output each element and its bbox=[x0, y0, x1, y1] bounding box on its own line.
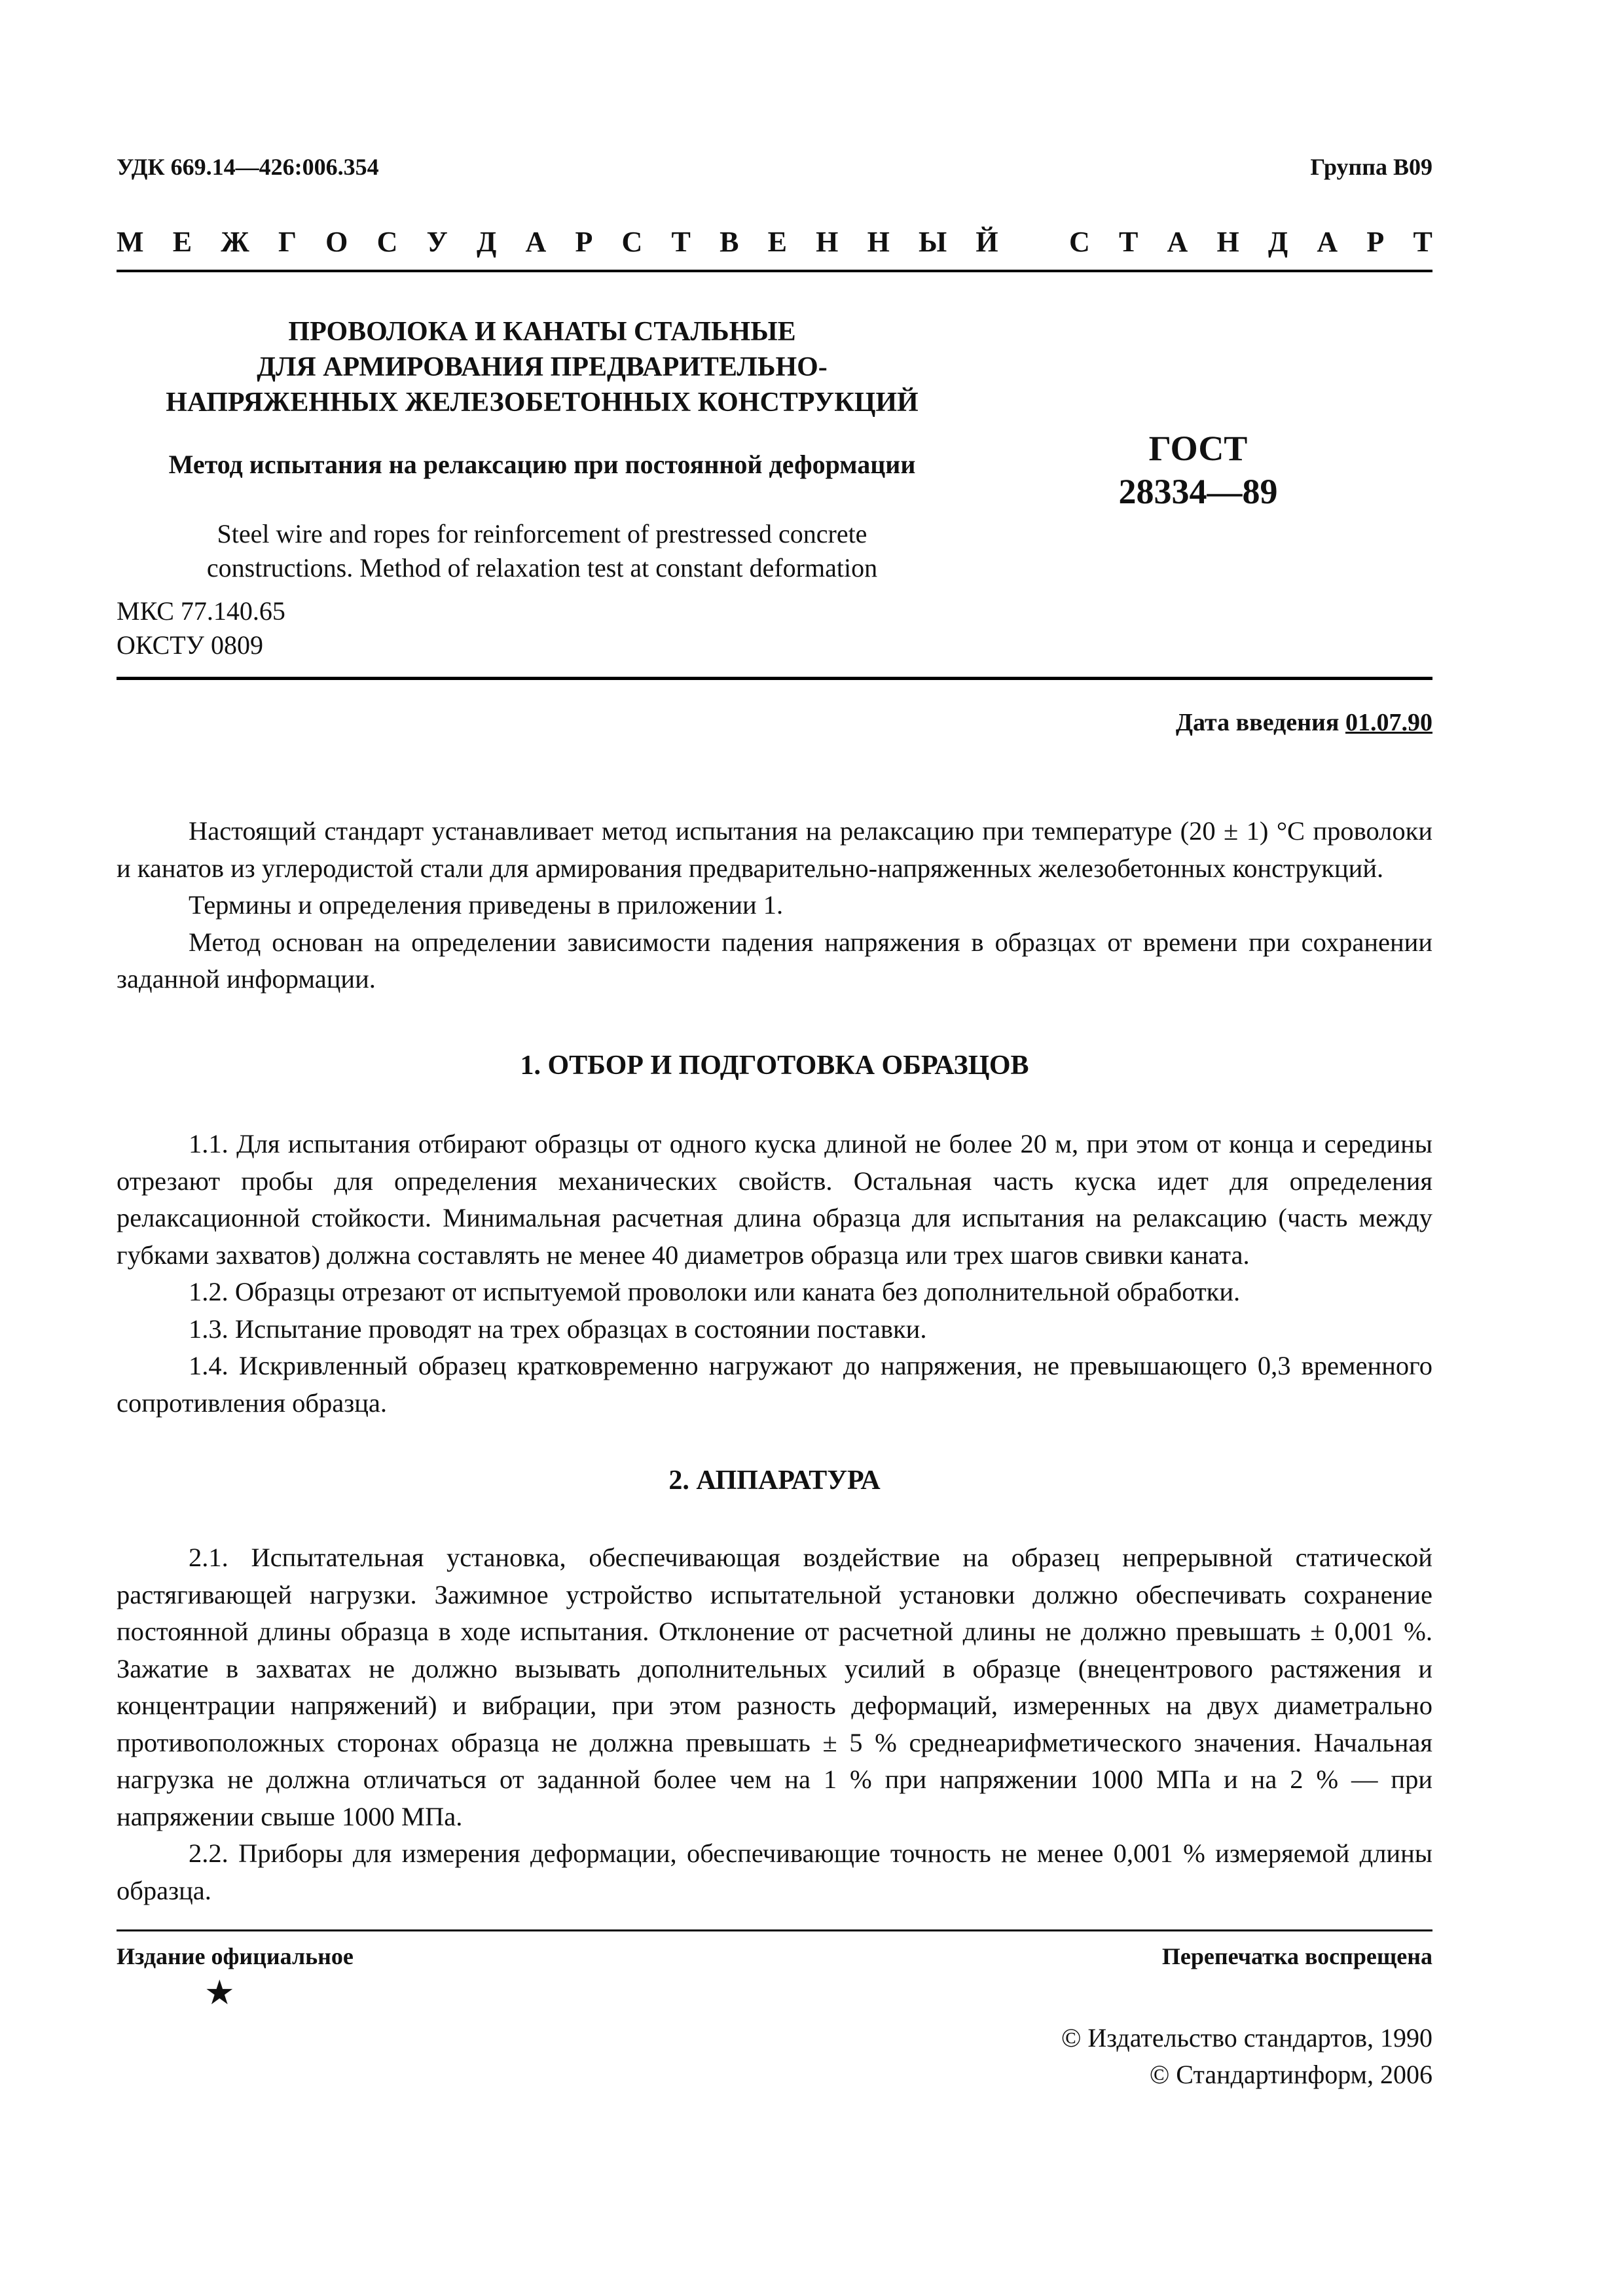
copyright-block bbox=[1061, 2020, 1432, 2093]
banner-letter: Т bbox=[1118, 226, 1139, 258]
intro-paragraph: Термины и определения приведены в приложении 1. bbox=[189, 890, 784, 920]
banner-letter: Ы bbox=[919, 226, 947, 258]
banner-letter: Р bbox=[575, 226, 593, 258]
banner-letter: У bbox=[426, 226, 448, 258]
english-title bbox=[117, 517, 968, 585]
banner-letter: В bbox=[720, 226, 739, 258]
banner-letter: Т bbox=[1413, 226, 1432, 258]
banner-letter: С bbox=[1069, 226, 1090, 258]
intro-paragraph: Настоящий стандарт устанавливает метод испытания на релаксацию при температуре (20 ± 1) °С проволоки и канатов из углеродистой стали для армирования предварительно-напряженных железобетонных конструкций. bbox=[117, 816, 1432, 883]
english-title-line: Steel wire and ropes for reinforcement of prestressed concrete bbox=[217, 519, 867, 548]
section-paragraph: 2.2. Приборы для измерения деформации, обеспечивающие точность не менее 0,001 % измеряемой длины образца. bbox=[117, 1839, 1432, 1905]
banner-letter: Й bbox=[976, 226, 998, 258]
title-line: ДЛЯ АРМИРОВАНИЯ ПРЕДВАРИТЕЛЬНО- bbox=[257, 352, 828, 382]
banner-letter: Е bbox=[172, 226, 192, 258]
gost-designation bbox=[1080, 427, 1316, 513]
banner-letter: Н bbox=[816, 226, 839, 258]
title-line: ПРОВОЛОКА И КАНАТЫ СТАЛЬНЫЕ bbox=[288, 317, 796, 347]
title-line: НАПРЯЖЕННЫХ ЖЕЛЕЗОБЕТОННЫХ КОНСТРУКЦИЙ bbox=[166, 387, 919, 418]
banner-rule bbox=[117, 270, 1432, 272]
banner-letter: М bbox=[117, 226, 144, 258]
copyright-line: © Издательство стандартов, 1990 bbox=[1061, 2023, 1432, 2053]
document-subtitle: Метод испытания на релаксацию при постоянной деформации bbox=[168, 450, 916, 479]
udk-code: УДК 669.14—426:006.354 bbox=[117, 154, 379, 180]
section-paragraph: 2.1. Испытательная установка, обеспечивающая воздействие на образец непрерывной статической растягивающей нагрузки. Зажимное устройство испытательной установки должно обеспечивать сохранение постоянной длины образца в ходе испытания. Отклонение от расчетной длины не должно превышать ± 0,001 %. Зажатие в захватах не должно вызывать дополнительных усилий в образце (внецентрового растяжения и концентрации напряжений) и вибрации, при этом разность деформаций, измеренных на двух диаметрально противоположных сторонах образца не должна превышать ± 5 % среднеарифметического значения. Начальная нагрузка не должна отличаться от заданной более чем на 1 % при напряжении 1000 МПа и на 2 % — при напряжении свыше 1000 МПа. bbox=[117, 1543, 1432, 1831]
interstate-standard-banner bbox=[117, 225, 1432, 259]
gost-label: ГОСТ bbox=[1148, 429, 1248, 468]
okstu-code: ОКСТУ 0809 bbox=[117, 630, 264, 660]
section-1-heading: 1. ОТБОР И ПОДГОТОВКА ОБРАЗЦОВ bbox=[520, 1050, 1029, 1081]
section-paragraph: 1.3. Испытание проводят на трех образцах в состоянии поставки. bbox=[189, 1314, 927, 1344]
banner-letter: Д bbox=[477, 226, 497, 258]
group-code: Группа В09 bbox=[1310, 154, 1432, 180]
classification-codes bbox=[117, 594, 285, 662]
banner-letter: Ж bbox=[221, 226, 249, 258]
banner-word-gap bbox=[1027, 225, 1040, 259]
banner-letter: Д bbox=[1267, 226, 1288, 258]
banner-letter: А bbox=[1317, 226, 1338, 258]
english-title-line: constructions. Method of relaxation test at constant deformation bbox=[206, 553, 878, 583]
section-paragraph: 1.2. Образцы отрезают от испытуемой проволоки или каната без дополнительной обработки. bbox=[189, 1277, 1241, 1306]
section-paragraph: 1.1. Для испытания отбирают образцы от одного куска длиной не более 20 м, при этом от конца и середины отрезают пробы для определения механических свойств. Остальная часть куска идет для определения релаксационной стойкости. Минимальная расчетная длина образца для испытания на релаксацию (часть между губками захватов) должна составлять не менее 40 диаметров образца или трех шагов свивки каната. bbox=[117, 1129, 1432, 1270]
reprint-prohibited: Перепечатка воспрещена bbox=[1161, 1943, 1432, 1969]
intro-date bbox=[1176, 708, 1432, 737]
intro-paragraph: Метод основан на определении зависимости падения напряжения в образцах от времени при сохранении заданной информации. bbox=[117, 927, 1432, 994]
banner-letter: А bbox=[1167, 226, 1188, 258]
banner-letter: Е bbox=[767, 226, 787, 258]
footer-rule bbox=[117, 1929, 1432, 1931]
banner-letter: С bbox=[376, 226, 398, 258]
mks-code: МКС 77.140.65 bbox=[117, 596, 285, 626]
document-title bbox=[117, 314, 968, 420]
banner-letter: Р bbox=[1366, 226, 1385, 258]
banner-letter: Н bbox=[1216, 226, 1239, 258]
banner-letter: С bbox=[621, 226, 643, 258]
banner-letter: О bbox=[325, 226, 348, 258]
intro-date-label: Дата введения bbox=[1175, 709, 1340, 736]
banner-letter: А bbox=[525, 226, 547, 258]
section-2-heading: 2. АППАРАТУРА bbox=[668, 1465, 881, 1496]
header-rule bbox=[117, 677, 1432, 680]
section-1-text bbox=[117, 1126, 1432, 1422]
banner-letter: Т bbox=[671, 226, 691, 258]
section-2-text bbox=[117, 1539, 1432, 1909]
section-paragraph: 1.4. Искривленный образец кратковременно нагружают до напряжения, не превышающего 0,3 временного сопротивления образца. bbox=[117, 1351, 1432, 1418]
star-icon: ★ bbox=[204, 1975, 235, 2012]
banner-letter: Г bbox=[278, 226, 297, 258]
copyright-line: © Стандартинформ, 2006 bbox=[1149, 2060, 1432, 2089]
intro-date-value: 01.07.90 bbox=[1345, 709, 1432, 736]
intro-text bbox=[117, 813, 1432, 998]
banner-letter: Н bbox=[867, 226, 890, 258]
official-edition: Издание официальное bbox=[117, 1943, 354, 1969]
gost-number: 28334—89 bbox=[1118, 472, 1278, 511]
